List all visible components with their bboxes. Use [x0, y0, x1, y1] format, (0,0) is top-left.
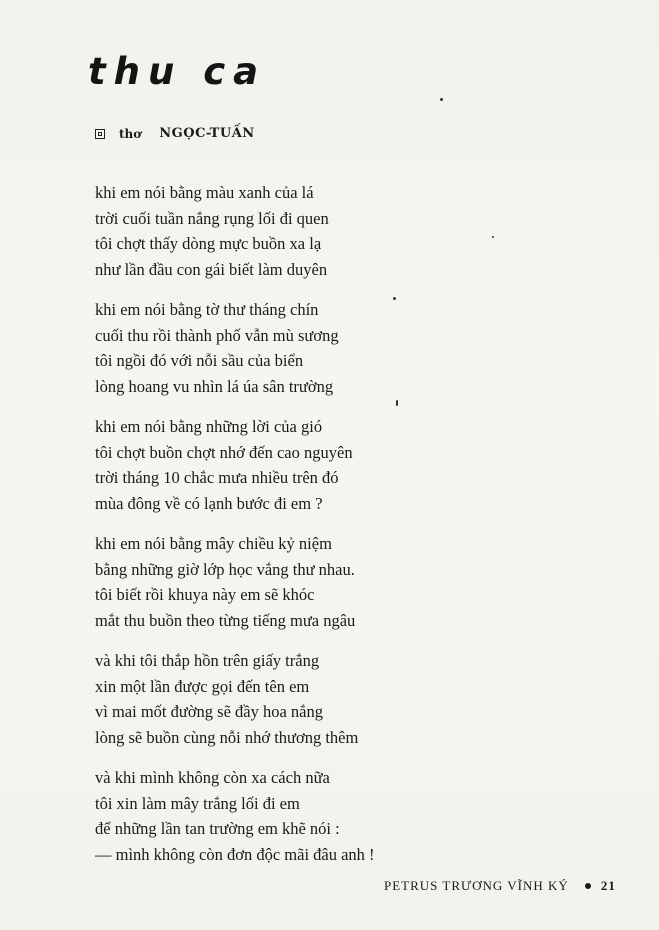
- poem-title: thu ca: [88, 50, 267, 93]
- print-speck: [440, 98, 443, 101]
- poem-line: xin một lần được gọi đến tên em: [95, 676, 310, 696]
- author-name: NGỌC-TUẤN: [159, 126, 255, 141]
- bullet-dot-icon: [585, 883, 591, 889]
- byline: [95, 126, 255, 141]
- poem-line: lòng hoang vu nhìn lá úa sân trường: [95, 376, 334, 396]
- poem-line: cuối thu rồi thành phố vẫn mù sương: [95, 325, 339, 345]
- genre-label: thơ: [119, 126, 142, 141]
- poem-line: mùa đông về có lạnh bước đi em ?: [95, 493, 323, 513]
- print-speck: [492, 236, 494, 238]
- page-footer: [384, 878, 616, 894]
- poem-line: mắt thu buồn theo từng tiếng mưa ngâu: [95, 610, 356, 630]
- poem-line: và khi tôi thắp hồn trên giấy trắng: [95, 651, 320, 670]
- poem-line: như lần đầu con gái biết làm duyên: [95, 259, 328, 279]
- poem-line: tôi biết rồi khuya này em sẽ khóc: [95, 585, 315, 604]
- square-ornament-icon: [95, 129, 105, 139]
- poem-line: và khi mình không còn xa cách nữa: [95, 768, 330, 787]
- poem-line: khi em nói bằng những lời của gió: [95, 417, 323, 436]
- poem-line: — mình không còn đơn độc mãi đâu anh !: [95, 844, 375, 864]
- poem-body: [95, 180, 375, 882]
- stanza: [95, 765, 375, 867]
- publication-name: PETRUS TRƯƠNG VĨNH KÝ: [384, 878, 569, 893]
- poem-line: khi em nói bằng mây chiều kỷ niệm: [95, 534, 332, 553]
- poem-line: trời cuối tuần nắng rụng lối đi quen: [95, 208, 329, 228]
- poem-line: lòng sẽ buồn cùng nỗi nhớ thương thêm: [95, 727, 359, 747]
- stanza: [95, 297, 375, 399]
- poem-line: để những lần tan trường em khẽ nói :: [95, 819, 340, 838]
- stanza: [95, 648, 375, 750]
- poem-line: khi em nói bằng màu xanh của lá: [95, 183, 314, 202]
- stanza: [95, 180, 375, 282]
- stanza: [95, 531, 375, 633]
- poem-line: khi em nói bằng tờ thư tháng chín: [95, 300, 319, 319]
- poem-line: tôi ngồi đó với nỗi sầu của biển: [95, 351, 304, 370]
- stanza: [95, 414, 375, 516]
- page-number: 21: [600, 878, 616, 893]
- poem-line: tôi xin làm mây trắng lối đi em: [95, 793, 300, 813]
- print-speck: [393, 297, 396, 300]
- poem-line: tôi chợt buồn chợt nhớ đến cao nguyên: [95, 442, 353, 462]
- poem-line: tôi chợt thấy dòng mực buồn xa lạ: [95, 234, 322, 253]
- poem-line: trời tháng 10 chắc mưa nhiều trên đó: [95, 468, 339, 487]
- poem-line: bằng những giờ lớp học vắng thư nhau.: [95, 559, 355, 579]
- print-speck: [396, 400, 398, 406]
- poem-line: vì mai mốt đường sẽ đầy hoa nắng: [95, 702, 324, 721]
